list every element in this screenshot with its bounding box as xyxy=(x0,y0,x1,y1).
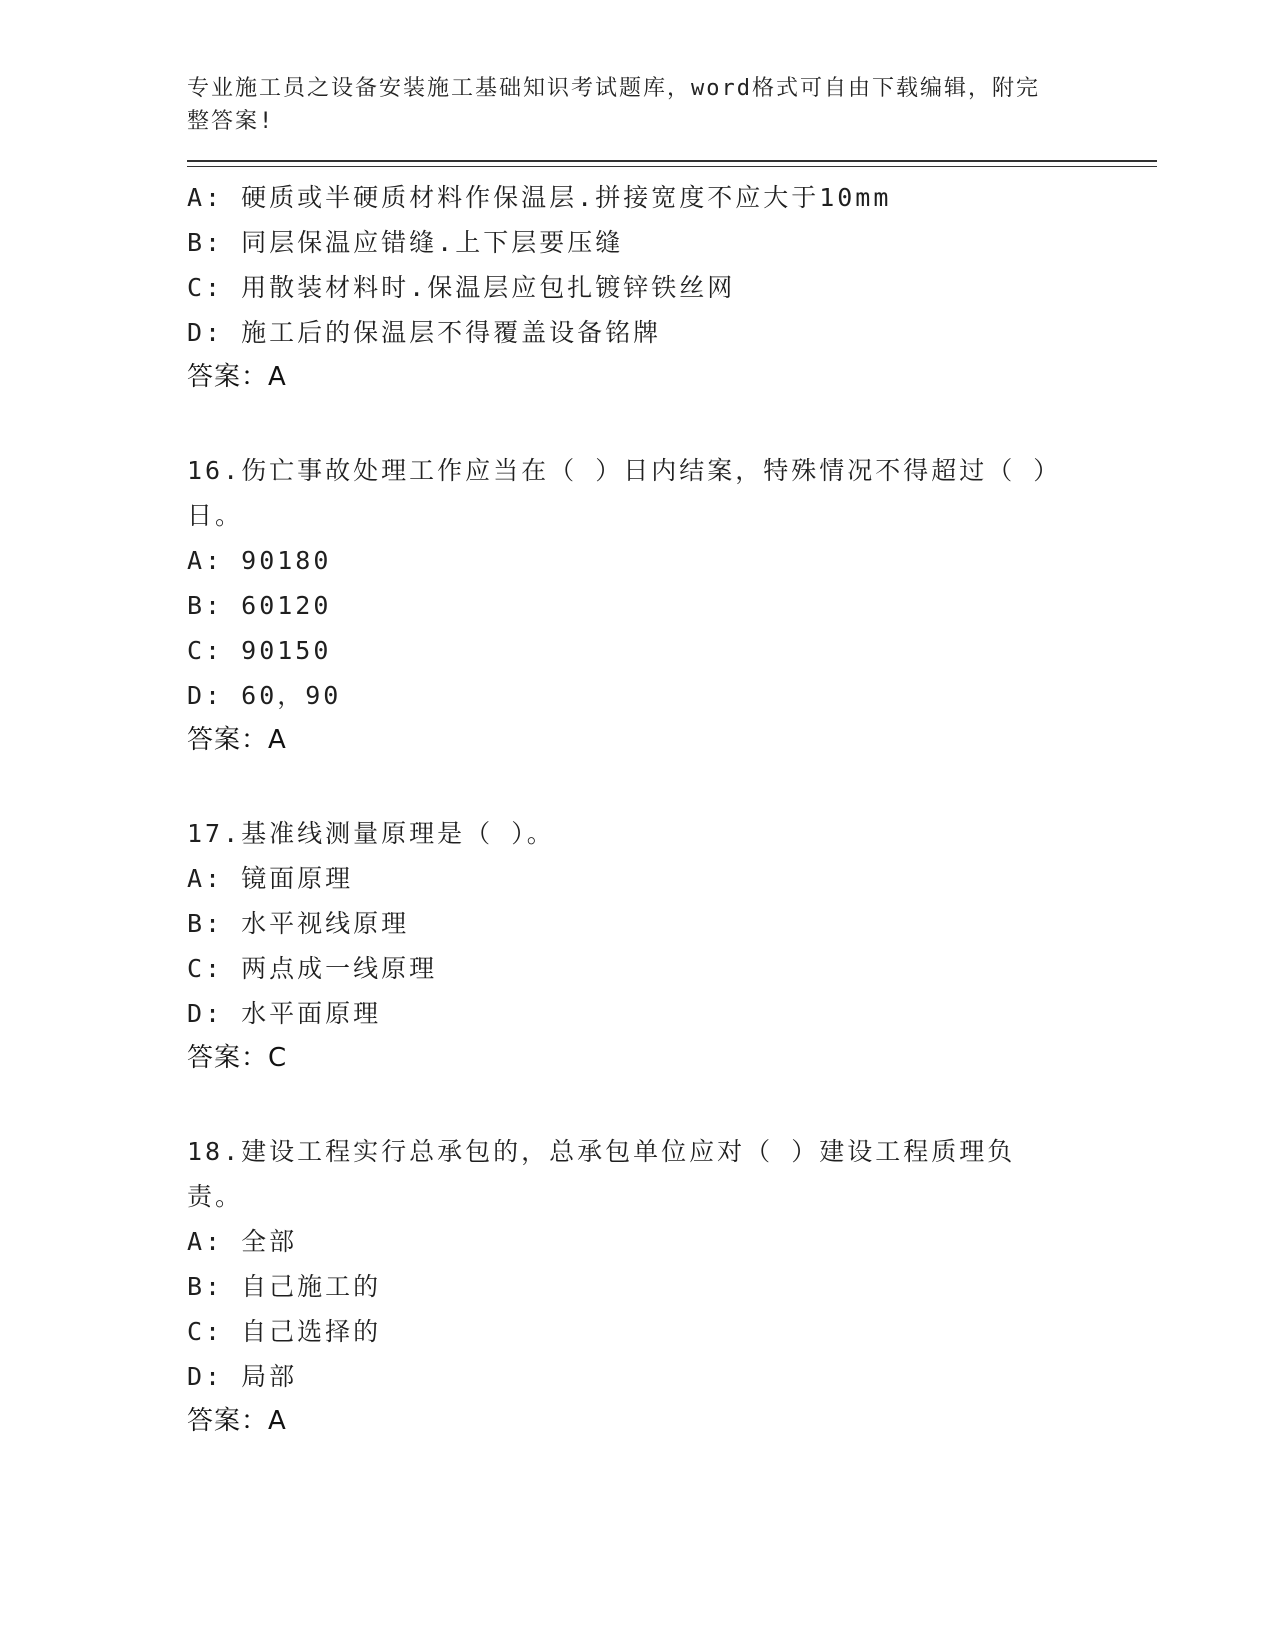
question-15-block xyxy=(187,175,1157,400)
question-17-block xyxy=(187,811,1157,1081)
question-stem: 16.伤亡事故处理工作应当在（ ）日内结案，特殊情况不得超过（ ）日。 xyxy=(187,456,1062,530)
option-a: A: 镜面原理 xyxy=(187,864,354,893)
answer-text: 答案：A xyxy=(187,1406,287,1436)
option-c: C: 用散装材料时.保温层应包扎镀锌铁丝网 xyxy=(187,273,736,302)
option-c: C: 90150 xyxy=(187,636,332,665)
option-d: D: 60，90 xyxy=(187,681,342,710)
answer-text: 答案：A xyxy=(187,362,287,392)
question-stem: 17.基准线测量原理是（ ）。 xyxy=(187,819,555,848)
option-c: C: 两点成一线原理 xyxy=(187,954,438,983)
question-16-block xyxy=(187,448,1157,763)
question-stem: 18.建设工程实行总承包的，总承包单位应对（ ）建设工程质理负责。 xyxy=(187,1137,1016,1211)
option-b: B: 自己施工的 xyxy=(187,1272,382,1301)
option-b: B: 同层保温应错缝.上下层要压缝 xyxy=(187,228,624,257)
option-a: A: 硬质或半硬质材料作保温层.拼接宽度不应大于10mm xyxy=(187,183,892,212)
question-18-block xyxy=(187,1129,1157,1444)
answer-text: 答案：C xyxy=(187,1043,288,1073)
document-header: 专业施工员之设备安装施工基础知识考试题库，word格式可自由下载编辑，附完整答案! xyxy=(187,76,1040,134)
option-d: D: 施工后的保温层不得覆盖设备铭牌 xyxy=(187,318,662,347)
option-a: A: 全部 xyxy=(187,1227,298,1256)
option-d: D: 水平面原理 xyxy=(187,999,382,1028)
header-divider xyxy=(187,160,1157,167)
option-c: C: 自己选择的 xyxy=(187,1317,382,1346)
option-b: B: 水平视线原理 xyxy=(187,909,410,938)
option-a: A: 90180 xyxy=(187,546,332,575)
option-b: B: 60120 xyxy=(187,591,332,620)
option-d: D: 局部 xyxy=(187,1362,298,1391)
document-page xyxy=(187,72,1157,1444)
answer-text: 答案：A xyxy=(187,725,287,755)
